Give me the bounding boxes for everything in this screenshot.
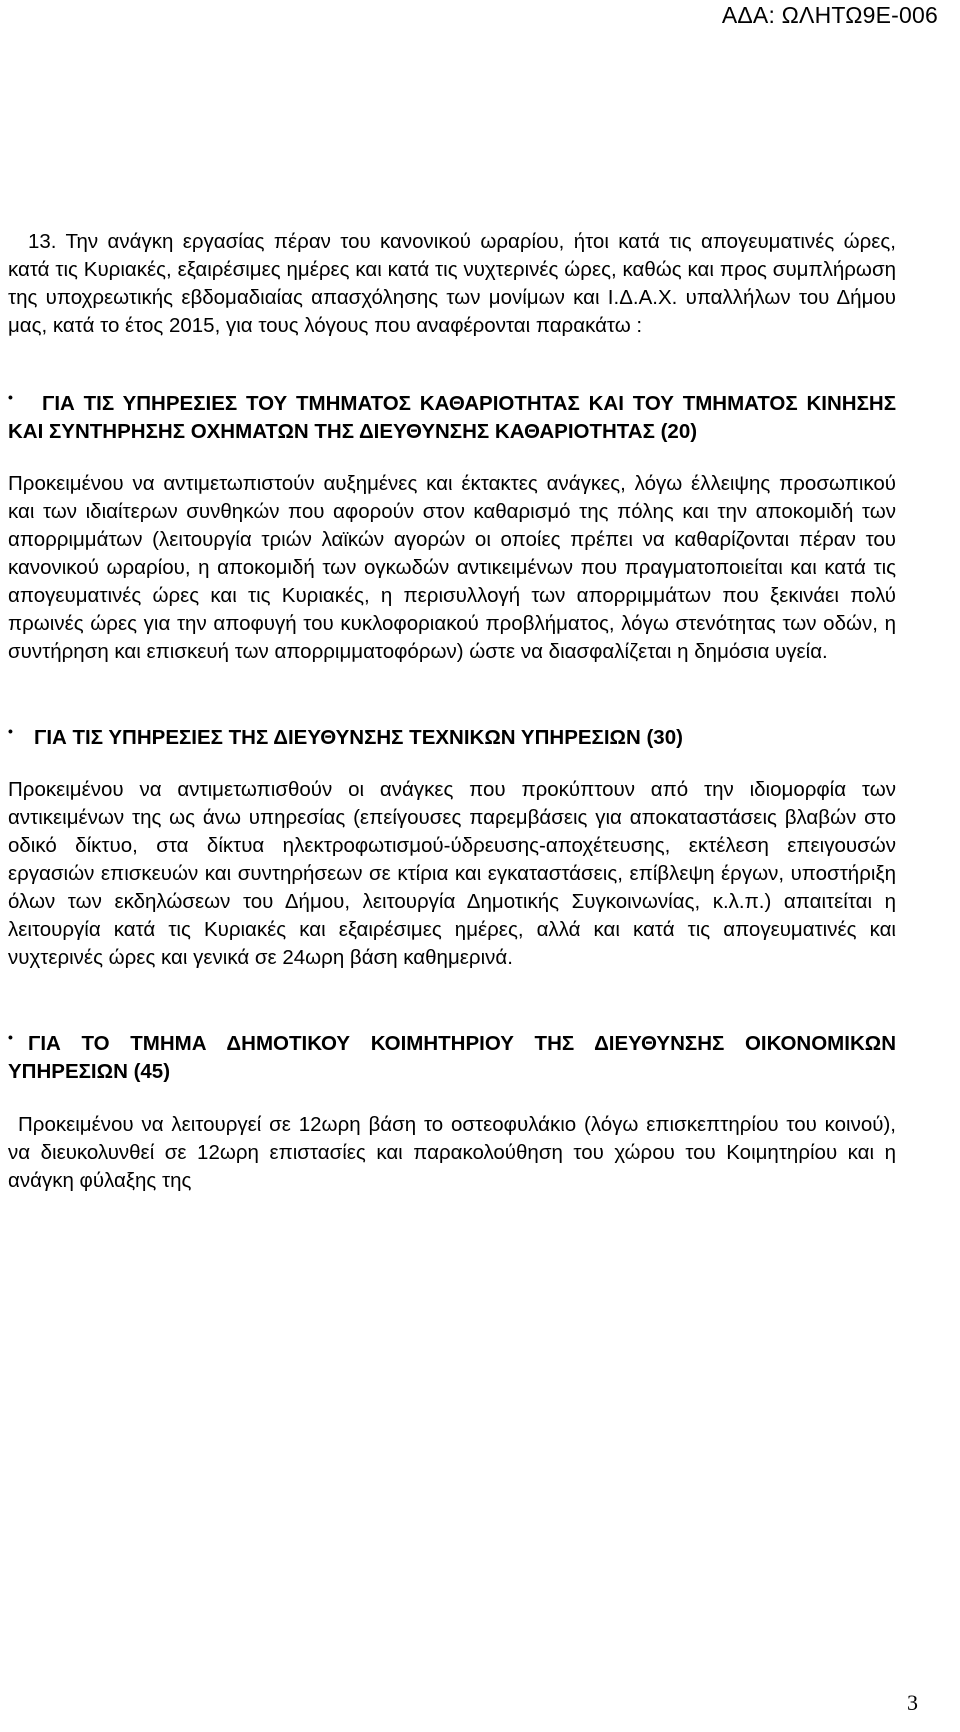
section-heading-text: ΓΙΑ ΤΙΣ ΥΠΗΡΕΣΙΕΣ ΤΟΥ ΤΜΗΜΑΤΟΣ ΚΑΘΑΡΙΟΤΗΤΑΣ ΚΑΙ ΤΟΥ ΤΜΗΜΑΤΟΣ ΚΙΝΗΣΗΣ ΚΑΙ ΣΥΝΤΗΡΗΣΗΣ ΟΧΗΜΑΤΩΝ ΤΗΣ ΔΙΕΥΘΥΝΣΗΣ ΚΑΘΑΡΙΟΤΗΤΑΣ (20) xyxy=(8,392,896,443)
document-body xyxy=(8,228,896,1195)
section-body-cleaning: Προκειμένου να αντιμετωπιστούν αυξημένες και έκτακτες ανάγκες, λόγω έλλειψης προσωπικού και των ιδιαίτερων συνθηκών που αφορούν στον καθαρισμό της πόλης και την αποκομιδή των απορριμμάτων (λειτουργία τριών λαϊκών αγορών οι οποίες πρέπει να καθαρίζονται πέραν του κανονικού ωραρίου, η αποκομιδή των ογκωδών αντικειμένων που πραγματοποιείται και κατά τις απογευματινές ώρες και τις Κυριακές, η περισυλλογή των απορριμμάτων που ξεκινάει πολύ πρωινές ώρες για την αποφυγή του κυκλοφοριακού προβλήματος, λόγω στενότητας των οδών, η συντήρηση και επισκευή των απορριμματοφόρων) ώστε να διασφαλίζεται η δημόσια υγεία. xyxy=(8,472,896,663)
section-heading-cemetery xyxy=(8,1030,896,1086)
section-heading-text: ΓΙΑ ΤΟ ΤΜΗΜΑ ΔΗΜΟΤΙΚΟΥ ΚΟΙΜΗΤΗΡΙΟΥ ΤΗΣ ΔΙΕΥΘΥΝΣΗΣ ΟΙΚΟΝΟΜΙΚΩΝ ΥΠΗΡΕΣΙΩΝ (45) xyxy=(8,1032,896,1083)
section-heading-technical xyxy=(8,724,896,752)
section-body-technical: Προκειμένου να αντιμετωπισθούν οι ανάγκες που προκύπτουν από την ιδιομορφία των αντικειμένων της ως άνω υπηρεσίας (επείγουσες παρεμβάσεις για αποκαταστάσεις βλαβών στο οδικό δίκτυο, στα δίκτυα ηλεκτροφωτισμού-ύδρευσης-αποχέτευσης, εκτέλεση επειγουσών εργασιών επισκευών και συντηρήσεων σε κτίρια και εγκαταστάσεις, επίβλεψη έργων, υποστήριξη όλων των εκδηλώσεων του Δήμου, λειτουργία Δημοτικής Συγκοινωνίας, κ.λ.π.) απαιτείται η λειτουργία κατά τις Κυριακές και εξαιρέσιμες ημέρες, αλλά και κατά τις απογευματινές και νυχτερινές ώρες και γενικά σε 24ωρη βάση καθημερινά. xyxy=(8,778,896,969)
ada-identifier: ΑΔΑ: ΩΛΗΤΩ9Ε-006 xyxy=(721,2,938,28)
bullet-icon: • xyxy=(8,1029,13,1045)
bullet-icon: • xyxy=(8,723,13,739)
intro-paragraph: 13. Την ανάγκη εργασίας πέραν του κανονικού ωραρίου, ήτοι κατά τις απογευματινές ώρες, κατά τις Κυριακές, εξαιρέσιμες ημέρες και κατά τις νυχτερινές ώρες, καθώς και προς συμπλήρωση της υποχρεωτικής εβδομαδιαίας απασχόλησης των μονίμων και Ι.Δ.Α.Χ. υπαλλήλων του Δήμου μας, κατά το έτος 2015, για τους λόγους που αναφέρονται παρακάτω : xyxy=(8,230,896,337)
page-number: 3 xyxy=(907,1690,918,1715)
bullet-icon: • xyxy=(8,389,13,405)
section-body-cemetery: Προκειμένου να λειτουργεί σε 12ωρη βάση το οστεοφυλάκιο (λόγω επισκεπτηρίου του κοινού), να διευκολυνθεί σε 12ωρη επιστασίες και παρακολούθηση του χώρου του Κοιμητηρίου και η ανάγκη φύλαξης της xyxy=(8,1113,896,1192)
section-heading-cleaning xyxy=(8,390,896,446)
section-heading-text: ΓΙΑ ΤΙΣ ΥΠΗΡΕΣΙΕΣ ΤΗΣ ΔΙΕΥΘΥΝΣΗΣ ΤΕΧΝΙΚΩΝ ΥΠΗΡΕΣΙΩΝ (30) xyxy=(34,726,683,749)
